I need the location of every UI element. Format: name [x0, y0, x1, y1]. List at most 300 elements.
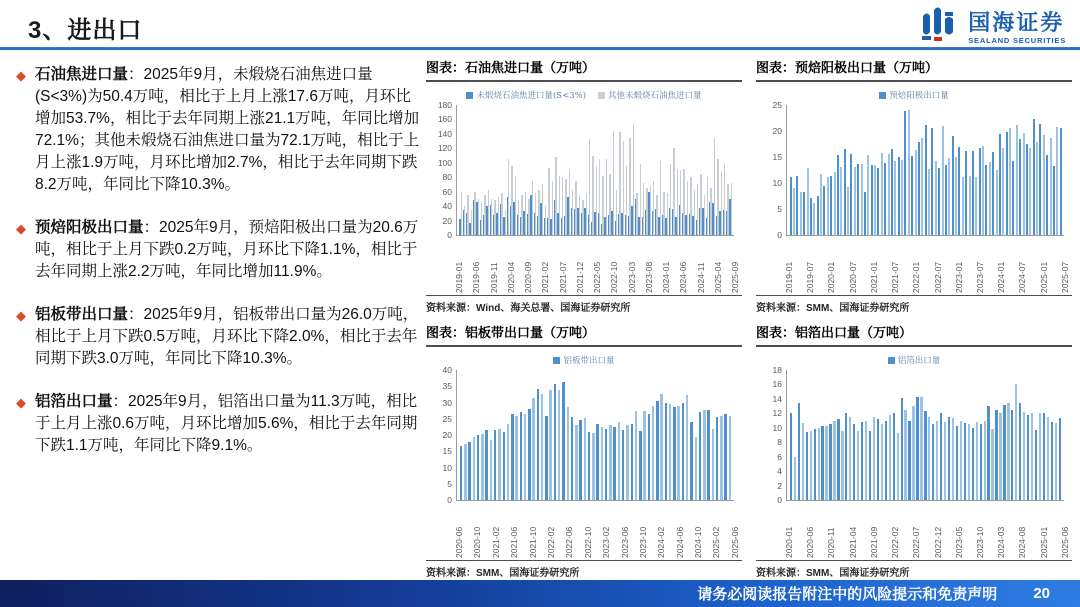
y-tick-label: 12 [772, 408, 782, 419]
bar [1060, 128, 1062, 235]
bar [948, 417, 950, 500]
bar [987, 406, 989, 500]
chart-panel-petroleum-coke-imports [426, 56, 742, 315]
bar [968, 424, 970, 500]
bar [1016, 125, 1018, 235]
y-tick-label: 6 [777, 451, 782, 462]
x-tick-label: 2020-07 [847, 261, 858, 293]
bar [1039, 124, 1041, 235]
bar [885, 421, 887, 500]
y-tick-label: 18 [772, 365, 782, 375]
bullet-prebaked-anode-exports [16, 217, 422, 283]
bar [1031, 413, 1033, 500]
chart-title: 图表：石油焦进口量（万吨） [426, 56, 742, 82]
bar [665, 403, 667, 500]
x-tick-label: 2023-01 [953, 261, 964, 293]
bar [1023, 133, 1025, 235]
chart-source: 资料来源：SMM、国海证券研究所 [426, 560, 742, 580]
bullet-text [35, 217, 422, 283]
bar [507, 424, 509, 500]
bar [643, 411, 645, 500]
legend-swatch-icon [888, 357, 895, 364]
bar [857, 431, 859, 500]
y-tick-label: 20 [442, 430, 452, 440]
legend-swatch-icon [598, 92, 605, 99]
bar [908, 110, 910, 235]
bar [942, 126, 944, 235]
bar [864, 192, 866, 235]
bar [820, 174, 822, 235]
bullet-body: ：2025年9月，未煅烧石油焦进口量(S<3%)为50.4万吨，相比于上月上涨17.6万吨，月环比增加53.7%，相比于去年同期上涨21.1万吨，年同比增加72.1%；其他未煅烧石油焦进口量为72.1万吨，相比于上月上涨1.9万吨，月环比增加2.7%，相比于去年同期下跌8.2万吨，年同比下降10.3%。 [35, 66, 420, 193]
plot-row [426, 365, 742, 505]
sealand-logo-icon [919, 6, 961, 51]
x-tick-label: 2022-01 [911, 261, 922, 293]
legend-item [598, 89, 702, 101]
x-tick-label: 2022-10 [609, 261, 620, 293]
x-tick-label: 2023-03 [626, 261, 637, 293]
charts-grid [426, 56, 1072, 580]
x-tick-label: 2023-07 [974, 261, 985, 293]
x-tick-label: 2023-02 [601, 526, 612, 558]
bar [584, 418, 586, 500]
bar [965, 151, 967, 235]
legend-label: 未煅烧石油焦进口量(S<3%) [476, 91, 587, 101]
y-tick-label: 60 [442, 186, 452, 197]
bar [976, 422, 978, 500]
x-tick-label: 2019-11 [488, 262, 499, 293]
bar [874, 165, 876, 235]
x-tick-label: 2019-01 [454, 261, 464, 293]
bar [567, 407, 569, 500]
x-tick-label: 2020-01 [826, 261, 837, 293]
bar [477, 435, 479, 500]
bar [485, 430, 487, 500]
bar [473, 437, 475, 500]
bar [631, 424, 633, 500]
x-tick-label: 2021-07 [890, 261, 901, 293]
footer-bar [0, 580, 1080, 607]
y-tick-label: 40 [442, 365, 452, 375]
chart-legend [756, 347, 1072, 368]
bar [1011, 410, 1013, 500]
bullet-term: 铝箔出口量 [35, 393, 113, 410]
bar [1027, 415, 1029, 500]
x-tick-label: 2023-10 [637, 526, 648, 558]
bar [720, 416, 722, 501]
bar [980, 424, 982, 500]
bar [677, 406, 679, 500]
diamond-bullet-icon: ◆ [16, 68, 26, 83]
x-tick-label: 2020-06 [454, 526, 464, 558]
bar [494, 430, 496, 500]
bar [904, 111, 906, 235]
header-divider [0, 47, 1080, 50]
legend-label: 铝箔出口量 [897, 356, 941, 366]
x-tick-label: 2025-04 [712, 261, 723, 293]
bar [982, 146, 984, 235]
bar [807, 168, 809, 235]
bar [952, 418, 954, 500]
bar-group [1058, 370, 1062, 500]
bar [956, 426, 958, 500]
legend-item [466, 89, 586, 101]
bullet-term: 石油焦进口量 [35, 66, 129, 83]
bar [999, 134, 1001, 235]
bar [928, 417, 930, 500]
bar [571, 417, 573, 500]
bar [1050, 138, 1052, 235]
company-logo [919, 6, 1066, 51]
bar [635, 411, 637, 500]
bar [850, 154, 852, 235]
bar [528, 409, 530, 500]
x-tick-label: 2022-07 [911, 526, 922, 558]
x-tick-label: 2024-07 [1017, 261, 1028, 293]
legend-swatch-icon [553, 357, 560, 364]
bullet-text [35, 391, 422, 457]
bar [520, 412, 522, 500]
bar [881, 153, 883, 235]
bar [925, 125, 927, 235]
bar [1036, 142, 1038, 235]
bar [803, 192, 805, 235]
bar [669, 404, 671, 500]
x-tick-label: 2022-12 [932, 526, 943, 558]
x-tick-label: 2024-11 [695, 262, 706, 293]
bar [944, 422, 946, 500]
bar [588, 432, 590, 500]
x-tick-label: 2025-06 [1059, 526, 1070, 558]
bar [532, 398, 534, 500]
bar [1043, 413, 1045, 500]
bar [1035, 430, 1037, 500]
bar [877, 168, 879, 235]
x-tick-label: 2022-07 [932, 261, 943, 293]
bar [904, 410, 906, 500]
bar [827, 177, 829, 235]
bar [849, 417, 851, 500]
chart-source: 资料来源：Wind、海关总署、国海证券研究所 [426, 295, 742, 315]
y-axis-labels [756, 367, 786, 504]
x-tick-label: 2020-10 [472, 526, 483, 558]
y-tick-label: 160 [437, 114, 452, 125]
bar [1026, 144, 1028, 235]
y-tick-label: 30 [442, 397, 452, 408]
plot-row [426, 100, 742, 240]
summary-bullets [16, 64, 422, 478]
x-axis-labels [452, 236, 742, 293]
bar [1051, 422, 1053, 500]
bar [716, 417, 718, 500]
bar [690, 422, 692, 500]
plot-row [756, 100, 1072, 240]
bar [975, 177, 977, 235]
bar [1009, 128, 1011, 235]
legend-swatch-icon [879, 92, 886, 99]
bar [969, 176, 971, 235]
bar [1033, 119, 1035, 235]
bar [932, 424, 934, 500]
bar [853, 424, 855, 500]
x-tick-label: 2021-10 [527, 526, 538, 558]
y-tick-label: 35 [442, 381, 452, 392]
bullet-body: ：2025年9月，铝板带出口量为26.0万吨，相比于上月下跌0.5万吨，月环比下降2.0%，相比于去年同期下跌3.0万吨，年同比下降10.3%。 [35, 306, 419, 367]
bar [952, 136, 954, 235]
bar [840, 167, 842, 235]
bullet-body: ：2025年9月，铝箔出口量为11.3万吨，相比于上月上涨0.6万吨，月环比增加5.6%，相比于去年同期下跌1.1万吨，年同比下降9.1%。 [35, 393, 418, 454]
bar [915, 150, 917, 235]
bar [703, 410, 705, 500]
bar [888, 154, 890, 235]
bar [996, 170, 998, 235]
bar [893, 413, 895, 500]
bar [490, 440, 492, 500]
bar [673, 407, 675, 500]
bar [928, 169, 930, 235]
legend-swatch-icon [466, 92, 473, 99]
bar [901, 160, 903, 235]
bar [1023, 412, 1025, 500]
bar [817, 196, 819, 235]
bar [562, 382, 564, 500]
bar [897, 433, 899, 500]
diamond-bullet-icon: ◆ [16, 221, 26, 236]
bar [1003, 405, 1005, 500]
plot-area [456, 105, 734, 236]
bar [682, 403, 684, 501]
chart-panel-prebaked-anode-exports [756, 56, 1072, 315]
legend-label: 其他未煅烧石油焦进口量 [608, 91, 702, 101]
x-tick-label: 2025-02 [711, 526, 722, 558]
chart-source: 资料来源：SMM、国海证券研究所 [756, 560, 1072, 580]
bar [847, 187, 849, 235]
x-tick-label: 2020-01 [784, 526, 794, 558]
x-axis-labels [782, 236, 1072, 293]
x-tick-label: 2021-07 [557, 261, 568, 293]
legend-item [553, 354, 614, 366]
bar [871, 165, 873, 235]
bar [511, 414, 513, 500]
bar [656, 401, 658, 500]
bar [541, 394, 543, 500]
x-tick-label: 2020-11 [826, 527, 837, 558]
bullet-text [35, 64, 422, 196]
bullet-petroleum-coke-imports [16, 64, 422, 196]
bullet-text [35, 304, 422, 370]
bar [938, 168, 940, 235]
bar [999, 413, 1001, 500]
y-tick-label: 5 [777, 204, 782, 214]
bar [989, 162, 991, 235]
bar [873, 417, 875, 500]
x-tick-label: 2023-10 [974, 526, 985, 558]
y-tick-label: 100 [437, 157, 452, 168]
x-tick-label: 2022-05 [592, 261, 602, 293]
y-tick-label: 10 [772, 422, 782, 433]
bar [821, 426, 823, 500]
bar [613, 427, 615, 500]
x-tick-label: 2022-10 [582, 526, 593, 558]
bar [731, 183, 732, 235]
y-tick-label: 80 [442, 172, 452, 183]
bar [1029, 148, 1031, 235]
bar [579, 420, 581, 500]
y-tick-label: 15 [772, 152, 782, 162]
legend-item [879, 89, 949, 101]
y-tick-label: 16 [772, 379, 782, 390]
bullet-aluminum-sheet-exports [16, 304, 422, 370]
bar [834, 172, 836, 235]
bar [793, 188, 795, 235]
bar [515, 416, 517, 501]
chart-source: 资料来源：SMM、国海证券研究所 [756, 295, 1072, 315]
bar [877, 419, 879, 500]
bar [935, 161, 937, 235]
bar [1002, 148, 1004, 235]
bar [924, 411, 926, 500]
x-tick-label: 2024-10 [693, 526, 704, 558]
bar [945, 165, 947, 235]
logo-english-name: SEALAND SECURITIES [968, 36, 1066, 46]
bar [800, 192, 802, 235]
y-tick-label: 20 [442, 215, 452, 226]
x-axis-labels [452, 501, 742, 558]
x-tick-label: 2021-02 [490, 526, 501, 558]
bar [798, 403, 800, 500]
bar [823, 186, 825, 235]
bar [1055, 423, 1057, 500]
y-axis-labels [756, 102, 786, 239]
bar [921, 138, 923, 235]
x-tick-label: 2021-09 [868, 526, 879, 558]
bar [960, 421, 962, 500]
bar [995, 410, 997, 500]
bar [992, 152, 994, 235]
legend-label: 预焙阳极出口量 [889, 91, 949, 101]
bar [1056, 127, 1058, 235]
bar [898, 157, 900, 235]
bar [601, 427, 603, 500]
bar [962, 177, 964, 235]
x-tick-label: 2022-02 [890, 526, 901, 558]
x-tick-label: 2021-01 [868, 261, 879, 293]
bullet-term: 铝板带出口量 [35, 306, 129, 323]
bar [814, 429, 816, 500]
bullet-term: 预焙阳极出口量 [35, 219, 144, 236]
bar [972, 151, 974, 235]
y-tick-label: 25 [772, 100, 782, 110]
bar [618, 422, 620, 500]
footer-disclaimer: 请务必阅读报告附注中的风险提示和免责声明 [697, 586, 998, 603]
y-tick-label: 120 [437, 143, 452, 154]
y-tick-label: 15 [442, 446, 452, 457]
x-tick-label: 2020-06 [805, 526, 816, 558]
diamond-bullet-icon: ◆ [16, 308, 26, 323]
x-axis-labels [782, 501, 1072, 558]
y-tick-label: 10 [772, 178, 782, 188]
bar [695, 437, 697, 500]
bar [468, 442, 470, 501]
x-tick-label: 2025-01 [1038, 526, 1049, 558]
chart-legend [426, 82, 742, 103]
bar [481, 434, 483, 500]
x-tick-label: 2019-06 [471, 261, 482, 293]
bar [592, 433, 594, 500]
bar [806, 432, 808, 500]
x-tick-label: 2024-01 [661, 261, 671, 293]
bar [861, 422, 863, 500]
bar [545, 416, 547, 501]
y-tick-label: 0 [777, 230, 782, 240]
bar [558, 390, 560, 500]
bullet-body: ：2025年9月，预焙阳极出口量为20.6万吨，相比于上月下跌0.2万吨，月环比下降1.1%，相比于去年同期上涨2.2万吨，年同比增加11.9%。 [35, 219, 419, 280]
bar [609, 425, 611, 500]
bar [1006, 132, 1008, 235]
x-tick-label: 2024-03 [996, 526, 1007, 558]
x-tick-label: 2024-08 [1017, 526, 1028, 558]
bar [810, 431, 812, 500]
bar [699, 412, 701, 500]
x-tick-label: 2021-06 [509, 526, 520, 558]
bar [857, 164, 859, 235]
y-axis-labels [426, 367, 456, 504]
bar [845, 413, 847, 500]
x-tick-label: 2021-04 [847, 526, 858, 558]
bar [524, 414, 526, 500]
x-tick-label: 2024-01 [996, 261, 1007, 293]
bar-group [728, 370, 732, 500]
x-tick-label: 2024-06 [674, 526, 685, 558]
x-tick-label: 2024-06 [678, 261, 689, 293]
x-tick-label: 2020-04 [505, 261, 516, 293]
diamond-bullet-icon: ◆ [16, 395, 26, 410]
bar [833, 421, 835, 500]
bar [979, 148, 981, 235]
bar [1047, 417, 1049, 500]
chart-legend [426, 347, 742, 368]
x-tick-label: 2022-02 [545, 526, 556, 558]
bar [724, 414, 726, 500]
chart-title: 图表：铝箔出口量（万吨） [756, 321, 1072, 347]
x-tick-label: 2025-01 [1038, 261, 1049, 293]
chart-title: 图表：铝板带出口量（万吨） [426, 321, 742, 347]
bar [652, 406, 654, 500]
bar [958, 147, 960, 235]
bar [549, 390, 551, 501]
bar [837, 419, 839, 500]
bar [948, 158, 950, 235]
bar [912, 406, 914, 500]
bar [854, 167, 856, 235]
y-tick-label: 0 [777, 494, 782, 505]
x-tick-label: 2023-05 [953, 526, 964, 558]
bar [648, 414, 650, 500]
bar [1019, 403, 1021, 501]
bar [1046, 155, 1048, 235]
chart-legend [756, 82, 1072, 103]
bar [985, 165, 987, 235]
bar [964, 423, 966, 500]
bar [729, 416, 731, 501]
legend-item [888, 354, 941, 366]
bar [829, 424, 831, 500]
page-title: 3、进出口 [28, 17, 143, 44]
y-tick-label: 20 [772, 126, 782, 136]
bar-group [729, 105, 732, 235]
bar [916, 397, 918, 500]
bar [818, 428, 820, 500]
bar [596, 424, 598, 500]
